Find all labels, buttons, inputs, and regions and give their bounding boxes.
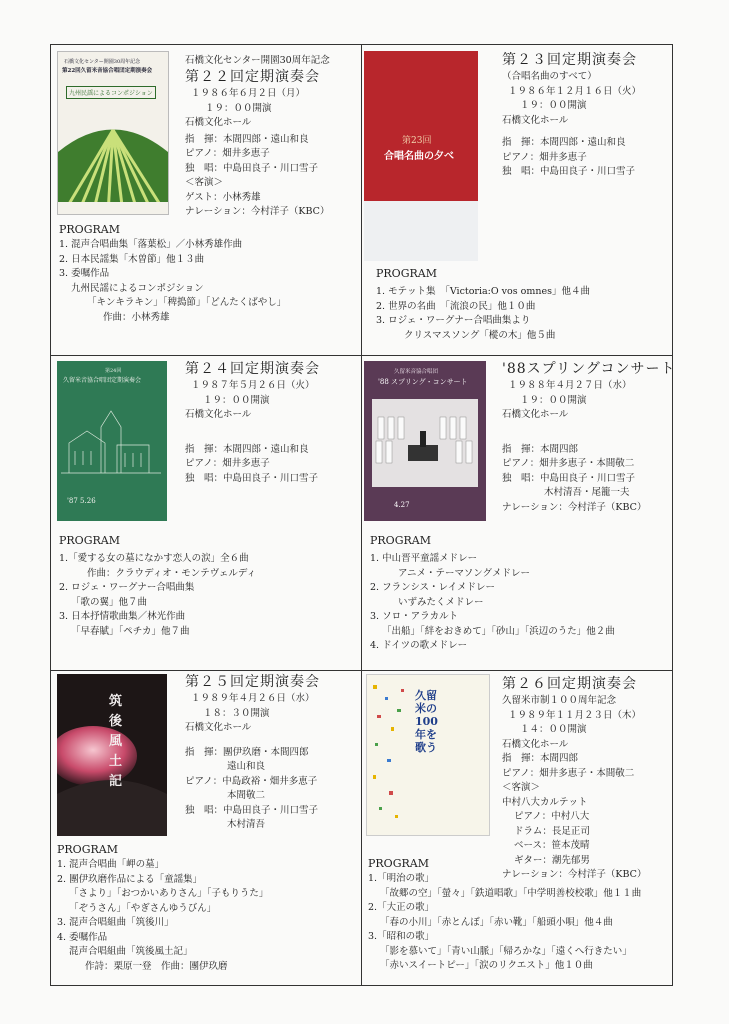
concert-88-time: １９：００開演 [520,394,587,406]
concert-88-program [370,532,615,654]
concert-23-header [502,51,641,180]
concert-25-piano-2: 本間敬二 [227,790,266,801]
program-item: 「さより」「おつかいありさん」「子もりうた」 [69,888,269,899]
program-item: 3. ソロ・アラカルト [370,611,459,622]
concert-26-venue: 石橋文化ホール [502,738,569,750]
concert-88-soloists: 独 唱：中島田良子・川口雪子 [502,472,636,484]
program-item: 「赤いスイートピー」「涙のリクエスト」他１０曲 [380,960,593,971]
poster-23 [364,51,478,261]
concert-22 [51,45,361,355]
poster-26 [366,674,490,836]
program-item: 混声合唱組曲「筑後風土記」 [69,946,193,957]
concert-24-time: １９：００開演 [203,394,270,406]
program-item: 1. モテット集 「Victoria:O vos omnes」他４曲 [376,286,591,297]
program-item: 「早春賦」「ペチカ」他７曲 [71,625,190,637]
program-item: 2. 日本民謡集「木曽節」他１３曲 [59,253,205,265]
program-item: 「影を慕いて」「青い山脈」「帰ろかな」「遠くへ行きたい」 [380,945,632,957]
concert-88-venue: 石橋文化ホール [502,409,569,420]
concert-25-soloists: 独 唱：中島田良子・川口雪子 [185,804,319,816]
program-item: 3. ロジェ・ワーグナー合唱曲集より [376,315,531,326]
concert-25-date: １９８９年４月２６日（水） [191,693,315,704]
concert-88-narrator: ナレーション：今村洋子（KBC） [502,501,647,513]
poster-26-title: 久留米の100年を歌う [415,689,438,754]
program-item: 2. 世界の名曲 「流浪の民」他１０曲 [376,300,536,312]
poster-88-caption: 久留米音協合唱団 [394,369,439,375]
program-heading: PROGRAM [57,843,118,856]
concert-22-time: １９：００開演 [205,102,272,114]
concert-26-conductor: 指 揮：本間四郎 [502,753,579,764]
concert-26-guest-label: ＜客演＞ [502,782,541,793]
program-item: 「ぞうさん」「やぎさんゆうびん」 [69,902,217,914]
program-item: 1. 中山晋平童謡メドレー [370,553,478,564]
concert-88-soloists-2: 木村清吾・尾籠一夫 [544,487,630,498]
program-item: 「春の小川」「赤とんぼ」「赤い靴」「船頭小唄」他４曲 [380,916,613,928]
program-item: 2. ロジェ・ワーグナー合唱曲集 [59,582,195,593]
poster-23-number: 第23回 [402,136,432,146]
concert-26-guest-guitar: ギター：潮先郁男 [514,854,590,866]
concert-25-conductor-2: 遠山和良 [227,761,266,772]
program-item: 1.「愛する女の墓になかす恋人の涙」全６曲 [59,553,249,564]
concert-26-guest-piano: ピアノ：中村八大 [514,811,590,822]
program-item: 1. 混声合唱曲集「落葉松」／小林秀雄作曲 [59,239,243,250]
program-item: 作曲：小林秀雄 [103,311,170,323]
program-item: 4. ドイツの歌メドレー [370,640,468,651]
program-heading: PROGRAM [59,534,120,547]
concert-23-title: 第２３回定期演奏会 [502,52,637,68]
concert-22-header [185,53,330,220]
concert-88-spring [362,356,676,670]
concert-25-title: 第２５回定期演奏会 [185,674,320,690]
poster-22-caption: 石橋文化センター開園30周年記念 [64,59,141,65]
poster-23-title: 合唱名曲の夕べ [384,151,454,162]
poster-24-date: '87 5.26 [67,497,96,505]
program-item: 「出船」「絆をおきめて」「砂山」「浜辺のうた」他２曲 [382,625,615,637]
concert-22-conductor: 指 揮：本間四郎・遠山和良 [185,133,309,145]
concert-23-subtitle: （合唱名曲のすべて） [502,71,597,82]
program-item: 作曲：クラウディオ・モンテヴェルディ [87,567,257,579]
concert-22-title: 第２２回定期演奏会 [185,69,320,85]
concert-88-header [502,360,676,515]
concert-24 [51,356,361,670]
concert-25-venue: 石橋文化ホール [185,722,252,733]
program-heading: PROGRAM [59,223,120,236]
program-heading: PROGRAM [368,857,429,870]
program-heading: PROGRAM [370,534,431,547]
concert-22-program [59,221,286,325]
concert-26-guest: 中村八大カルテット [502,796,588,808]
concert-24-program [59,532,256,639]
program-item: クリスマスソング「樅の木」他５曲 [404,329,556,341]
concert-23-venue: 石橋文化ホール [502,114,569,126]
concert-26-piano: ピアノ：畑井多恵子・本間敬二 [502,767,635,779]
concert-26 [362,671,672,985]
concert-25-program [57,841,268,974]
program-item: 「歌の翼」他７曲 [71,596,148,608]
poster-25 [57,674,167,836]
concert-88-conductor: 指 揮：本間四郎 [502,443,579,455]
concert-26-date: １９８９年１１月２３日（木） [508,709,642,721]
program-item: 「故郷の空」「螢々」「鉄道唱歌」「中学明善校校歌」他１１曲 [380,887,642,899]
concert-grid [50,44,676,986]
concert-25-time: １８：３０開演 [203,707,270,719]
concert-26-anniversary: 久留米市制１００周年記念 [502,695,617,706]
concert-23-time: １９：００開演 [520,100,587,111]
poster-88-photo [372,399,478,487]
poster-22-field-art [58,52,168,214]
concert-23 [362,45,672,355]
concert-22-narrator: ナレーション：今村洋子（KBC） [185,206,330,217]
concert-25-conductor: 指 揮：團伊玖磨・本間四郎 [185,746,309,758]
poster-23-lower-panel [364,201,478,261]
concert-22-venue: 石橋文化ホール [185,117,252,128]
program-item: 2. 團伊玖磨作品による「童謡集」 [57,873,203,885]
concert-24-title: 第２４回定期演奏会 [185,361,320,377]
poster-88-title: '88 スプリング・コンサート [378,378,468,386]
program-item: 2.「大正の歌」 [368,902,435,913]
concert-88-date: １９８８年４月２７日（水） [508,380,632,391]
concert-23-program [376,265,590,343]
program-item: 4. 委嘱作品 [57,931,108,943]
poster-24-number: 第24回 [105,368,122,374]
concert-26-narrator: ナレーション：今村洋子（KBC） [502,869,647,880]
concert-23-conductor: 指 揮：本間四郎・遠山和良 [502,137,626,148]
program-item: 「キンキラキン」「稗搗節」「どんたくばやし」 [87,297,287,308]
concert-88-piano: ピアノ：畑井多恵子・本間敬二 [502,458,635,469]
program-item: 九州民謡によるコンポジション [71,282,204,294]
concert-25-piano: ピアノ：中島政裕・畑井多恵子 [185,775,318,787]
poster-22 [57,51,169,215]
concert-26-guest-drums: ドラム：長足正司 [514,825,590,837]
poster-24 [57,361,167,521]
concert-22-anniversary: 石橋文化センター開園30周年記念 [185,55,330,66]
concert-25-soloists-2: 木村清吾 [227,819,266,830]
concert-22-date: １９８６年６月２日（月） [191,88,306,99]
concert-26-header [502,675,646,883]
concert-25 [51,671,361,985]
poster-22-title: 第22回久留米音協合唱団定期演奏会 [62,68,153,74]
program-item: いずみたくメドレー [398,596,484,608]
concert-23-soloists: 独 唱：中島田良子・川口雪子 [502,166,636,177]
poster-22-subtitle: 九州民謡によるコンポジション [66,86,156,99]
poster-24-title: 久留米音協合唱団定期演奏会 [63,377,142,384]
concert-24-conductor: 指 揮：本間四郎・遠山和良 [185,443,309,455]
concert-26-guest-bass: ベース：笹本茂晴 [514,840,590,851]
concert-24-piano: ピアノ：畑井多恵子 [185,458,270,469]
poster-25-title: 筑後風土記 [109,694,123,789]
program-item: アニメ・テーマソングメドレー [398,567,530,579]
concert-26-title: 第２６回定期演奏会 [502,676,637,692]
program-item: 2. フランシス・レイメドレー [370,582,495,593]
poster-88 [364,361,486,521]
concert-26-time: １４：００開演 [520,724,587,735]
concert-22-guest-label: ＜客演＞ [185,177,224,188]
program-item: 3. 委嘱作品 [59,268,110,279]
concert-26-program [368,855,641,974]
concert-24-venue: 石橋文化ホール [185,409,252,420]
program-heading: PROGRAM [376,267,437,280]
concert-24-soloists: 独 唱：中島田良子・川口雪子 [185,472,319,484]
concert-25-header [185,673,320,833]
program-item: 3.「昭和の歌」 [368,931,435,942]
program-item: 1.「明治の歌」 [368,873,435,884]
concert-22-piano: ピアノ：畑井多恵子 [185,148,270,159]
concert-24-date: １９８７年５月２６日（火） [191,380,315,391]
program-item: 作詩：栗原一登 作曲：團伊玖磨 [85,960,228,972]
concert-23-piano: ピアノ：畑井多恵子 [502,151,587,163]
concert-88-title: '88スプリングコンサート [502,361,676,377]
concert-23-date: １９８６年１２月１６日（火） [508,85,642,97]
program-item: 3. 混声合唱組曲「筑後川」 [57,917,174,928]
program-item: 1. 混声合唱曲「岬の墓」 [57,859,165,870]
program-item: 3. 日本抒情歌曲集／林光作曲 [59,611,186,622]
concert-24-header [185,360,320,486]
poster-88-date: 4.27 [394,501,410,509]
poster-88-choir-photo [372,399,478,487]
concert-22-guest: ゲスト：小林秀雄 [185,191,261,203]
concert-22-soloists: 独 唱：中島田良子・川口雪子 [185,162,319,174]
